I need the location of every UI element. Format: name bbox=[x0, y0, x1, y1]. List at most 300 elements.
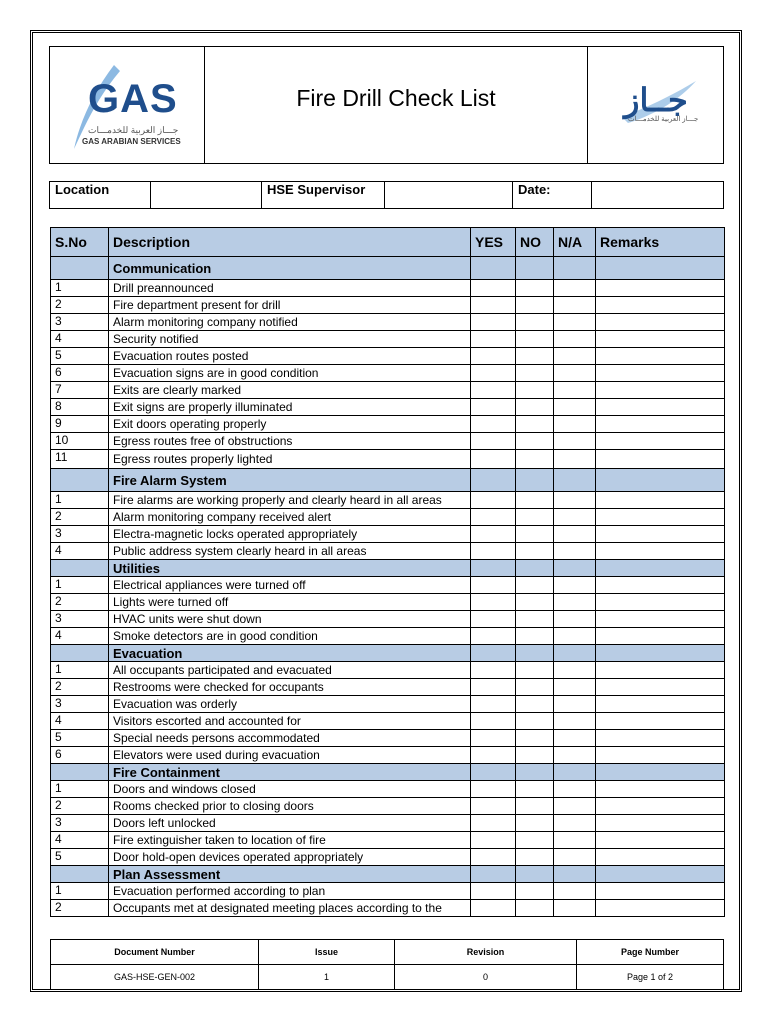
na-cell[interactable] bbox=[554, 883, 596, 900]
checklist-row bbox=[51, 815, 725, 832]
item-number: 2 bbox=[51, 798, 109, 815]
yes-cell[interactable] bbox=[471, 798, 516, 815]
section-header-row bbox=[51, 257, 725, 280]
remarks-cell[interactable] bbox=[596, 543, 725, 560]
remarks-cell[interactable] bbox=[596, 280, 725, 297]
section-header-cell bbox=[51, 469, 109, 492]
na-cell[interactable] bbox=[554, 594, 596, 611]
yes-cell[interactable] bbox=[471, 492, 516, 509]
checklist-table bbox=[50, 227, 725, 917]
checklist-row bbox=[51, 883, 725, 900]
section-header-cell bbox=[596, 469, 725, 492]
item-number: 4 bbox=[51, 628, 109, 645]
remarks-cell[interactable] bbox=[596, 365, 725, 382]
item-description: Elevators were used during evacuation bbox=[109, 747, 471, 764]
yes-cell[interactable] bbox=[471, 526, 516, 543]
logo-english-text: GAS ARABIAN SERVICES bbox=[82, 137, 181, 146]
checklist-row bbox=[51, 594, 725, 611]
na-cell[interactable] bbox=[554, 747, 596, 764]
item-number: 1 bbox=[51, 781, 109, 798]
no-cell[interactable] bbox=[516, 365, 554, 382]
no-cell[interactable] bbox=[516, 798, 554, 815]
yes-cell[interactable] bbox=[471, 781, 516, 798]
na-cell[interactable] bbox=[554, 577, 596, 594]
checklist-row bbox=[51, 628, 725, 645]
checklist-row bbox=[51, 713, 725, 730]
section-header-row bbox=[51, 866, 725, 883]
page-number-value: Page 1 of 2 bbox=[577, 965, 724, 990]
section-header-cell bbox=[596, 764, 725, 781]
logo-word-arabic: جــاز bbox=[624, 82, 688, 118]
no-cell[interactable] bbox=[516, 416, 554, 433]
remarks-cell[interactable] bbox=[596, 297, 725, 314]
checklist-row bbox=[51, 662, 725, 679]
item-number: 1 bbox=[51, 662, 109, 679]
supervisor-field[interactable] bbox=[385, 182, 513, 209]
na-cell[interactable] bbox=[554, 450, 596, 469]
yes-cell[interactable] bbox=[471, 280, 516, 297]
na-cell[interactable] bbox=[554, 900, 596, 917]
remarks-cell[interactable] bbox=[596, 611, 725, 628]
na-cell[interactable] bbox=[554, 297, 596, 314]
item-description: Exit signs are properly illuminated bbox=[109, 399, 471, 416]
checklist-row bbox=[51, 331, 725, 348]
remarks-cell[interactable] bbox=[596, 314, 725, 331]
no-cell[interactable] bbox=[516, 331, 554, 348]
remarks-cell[interactable] bbox=[596, 594, 725, 611]
remarks-cell[interactable] bbox=[596, 526, 725, 543]
na-cell[interactable] bbox=[554, 832, 596, 849]
item-description: Fire department present for drill bbox=[109, 297, 471, 314]
section-header-row bbox=[51, 560, 725, 577]
no-cell[interactable] bbox=[516, 492, 554, 509]
item-number: 10 bbox=[51, 433, 109, 450]
section-header-cell bbox=[51, 645, 109, 662]
remarks-cell[interactable] bbox=[596, 849, 725, 866]
item-number: 2 bbox=[51, 679, 109, 696]
revision-value: 0 bbox=[395, 965, 577, 990]
remarks-cell[interactable] bbox=[596, 348, 725, 365]
checklist-row bbox=[51, 416, 725, 433]
section-header-cell bbox=[51, 866, 109, 883]
checklist-row bbox=[51, 526, 725, 543]
item-number: 3 bbox=[51, 696, 109, 713]
yes-cell[interactable] bbox=[471, 365, 516, 382]
checklist-row bbox=[51, 577, 725, 594]
checklist-row bbox=[51, 611, 725, 628]
yes-cell[interactable] bbox=[471, 713, 516, 730]
na-cell[interactable] bbox=[554, 543, 596, 560]
section-header-cell bbox=[471, 866, 516, 883]
sno-header: S.No bbox=[51, 228, 109, 257]
item-number: 1 bbox=[51, 492, 109, 509]
info-table bbox=[49, 181, 724, 209]
description-header: Description bbox=[109, 228, 471, 257]
section-header-cell bbox=[51, 764, 109, 781]
item-description: Special needs persons accommodated bbox=[109, 730, 471, 747]
remarks-cell[interactable] bbox=[596, 798, 725, 815]
yes-cell[interactable] bbox=[471, 849, 516, 866]
na-header: N/A bbox=[554, 228, 596, 257]
doc-number-value: GAS-HSE-GEN-002 bbox=[51, 965, 259, 990]
section-header-row bbox=[51, 469, 725, 492]
checklist-row bbox=[51, 280, 725, 297]
item-description: Evacuation routes posted bbox=[109, 348, 471, 365]
no-cell[interactable] bbox=[516, 747, 554, 764]
remarks-cell[interactable] bbox=[596, 747, 725, 764]
checklist-row bbox=[51, 543, 725, 560]
item-description: Lights were turned off bbox=[109, 594, 471, 611]
checklist-row bbox=[51, 849, 725, 866]
na-cell[interactable] bbox=[554, 611, 596, 628]
section-header-cell bbox=[516, 560, 554, 577]
section-header-cell bbox=[51, 257, 109, 280]
page-title: Fire Drill Check List bbox=[296, 85, 496, 111]
checklist-row bbox=[51, 798, 725, 815]
section-header-cell bbox=[471, 560, 516, 577]
item-number: 11 bbox=[51, 450, 109, 469]
remarks-cell[interactable] bbox=[596, 883, 725, 900]
date-label: Date: bbox=[513, 182, 592, 209]
yes-cell[interactable] bbox=[471, 679, 516, 696]
no-cell[interactable] bbox=[516, 849, 554, 866]
section-header-cell bbox=[554, 764, 596, 781]
remarks-cell[interactable] bbox=[596, 399, 725, 416]
na-cell[interactable] bbox=[554, 628, 596, 645]
no-cell[interactable] bbox=[516, 883, 554, 900]
section-title: Evacuation bbox=[109, 645, 471, 662]
item-number: 3 bbox=[51, 611, 109, 628]
yes-cell[interactable] bbox=[471, 450, 516, 469]
item-number: 4 bbox=[51, 713, 109, 730]
item-number: 1 bbox=[51, 883, 109, 900]
section-title: Fire Alarm System bbox=[109, 469, 471, 492]
issue-label: Issue bbox=[259, 940, 395, 965]
yes-cell[interactable] bbox=[471, 509, 516, 526]
section-header-cell bbox=[516, 645, 554, 662]
item-number: 8 bbox=[51, 399, 109, 416]
item-description: Electrical appliances were turned off bbox=[109, 577, 471, 594]
section-header-cell bbox=[596, 645, 725, 662]
section-header-cell bbox=[554, 257, 596, 280]
yes-cell[interactable] bbox=[471, 696, 516, 713]
no-cell[interactable] bbox=[516, 900, 554, 917]
remarks-cell[interactable] bbox=[596, 832, 725, 849]
doc-number-label: Document Number bbox=[51, 940, 259, 965]
yes-cell[interactable] bbox=[471, 883, 516, 900]
no-cell[interactable] bbox=[516, 399, 554, 416]
document-footer bbox=[50, 939, 724, 990]
yes-cell[interactable] bbox=[471, 832, 516, 849]
no-cell[interactable] bbox=[516, 832, 554, 849]
remarks-cell[interactable] bbox=[596, 696, 725, 713]
yes-cell[interactable] bbox=[471, 331, 516, 348]
remarks-cell[interactable] bbox=[596, 382, 725, 399]
no-cell[interactable] bbox=[516, 696, 554, 713]
item-description: Doors and windows closed bbox=[109, 781, 471, 798]
remarks-cell[interactable] bbox=[596, 416, 725, 433]
remarks-cell[interactable] bbox=[596, 577, 725, 594]
section-header-row bbox=[51, 764, 725, 781]
item-description: All occupants participated and evacuated bbox=[109, 662, 471, 679]
na-cell[interactable] bbox=[554, 815, 596, 832]
item-number: 6 bbox=[51, 747, 109, 764]
checklist-row bbox=[51, 297, 725, 314]
section-header-cell bbox=[596, 560, 725, 577]
checklist-row bbox=[51, 696, 725, 713]
remarks-cell[interactable] bbox=[596, 331, 725, 348]
yes-cell[interactable] bbox=[471, 747, 516, 764]
date-field[interactable] bbox=[592, 182, 724, 209]
location-label: Location bbox=[50, 182, 151, 209]
checklist-row bbox=[51, 509, 725, 526]
no-cell[interactable] bbox=[516, 433, 554, 450]
yes-cell[interactable] bbox=[471, 611, 516, 628]
section-header-cell bbox=[516, 469, 554, 492]
no-header: NO bbox=[516, 228, 554, 257]
item-description: Exits are clearly marked bbox=[109, 382, 471, 399]
checklist-row bbox=[51, 832, 725, 849]
yes-cell[interactable] bbox=[471, 662, 516, 679]
section-header-cell bbox=[596, 257, 725, 280]
section-header-cell bbox=[516, 257, 554, 280]
item-description: Fire extinguisher taken to location of fire bbox=[109, 832, 471, 849]
yes-cell[interactable] bbox=[471, 577, 516, 594]
na-cell[interactable] bbox=[554, 781, 596, 798]
section-header-row bbox=[51, 645, 725, 662]
na-cell[interactable] bbox=[554, 509, 596, 526]
item-description: Rooms checked prior to closing doors bbox=[109, 798, 471, 815]
logo-arabic-subtext: جـــاز العربية للخدمـــات bbox=[628, 116, 699, 123]
no-cell[interactable] bbox=[516, 280, 554, 297]
item-number: 5 bbox=[51, 730, 109, 747]
item-description: Drill preannounced bbox=[109, 280, 471, 297]
item-number: 4 bbox=[51, 543, 109, 560]
na-cell[interactable] bbox=[554, 526, 596, 543]
no-cell[interactable] bbox=[516, 450, 554, 469]
item-number: 3 bbox=[51, 314, 109, 331]
yes-cell[interactable] bbox=[471, 628, 516, 645]
item-description: Egress routes properly lighted bbox=[109, 450, 471, 469]
item-description: Smoke detectors are in good condition bbox=[109, 628, 471, 645]
checklist-row bbox=[51, 450, 725, 469]
no-cell[interactable] bbox=[516, 713, 554, 730]
item-description: Security notified bbox=[109, 331, 471, 348]
yes-cell[interactable] bbox=[471, 433, 516, 450]
item-number: 5 bbox=[51, 849, 109, 866]
section-title: Utilities bbox=[109, 560, 471, 577]
checklist-row bbox=[51, 348, 725, 365]
checklist-row bbox=[51, 900, 725, 917]
no-cell[interactable] bbox=[516, 815, 554, 832]
yes-cell[interactable] bbox=[471, 815, 516, 832]
na-cell[interactable] bbox=[554, 433, 596, 450]
na-cell[interactable] bbox=[554, 331, 596, 348]
item-description: Door hold-open devices operated appropriately bbox=[109, 849, 471, 866]
checklist-row bbox=[51, 314, 725, 331]
item-number: 3 bbox=[51, 815, 109, 832]
no-cell[interactable] bbox=[516, 662, 554, 679]
page-number-label: Page Number bbox=[577, 940, 724, 965]
item-number: 9 bbox=[51, 416, 109, 433]
na-cell[interactable] bbox=[554, 382, 596, 399]
logo-arabic-text: جـــاز العربية للخدمـــات bbox=[88, 125, 179, 135]
remarks-cell[interactable] bbox=[596, 492, 725, 509]
na-cell[interactable] bbox=[554, 679, 596, 696]
issue-value: 1 bbox=[259, 965, 395, 990]
item-description: Evacuation was orderly bbox=[109, 696, 471, 713]
yes-cell[interactable] bbox=[471, 314, 516, 331]
section-header-cell bbox=[516, 866, 554, 883]
yes-cell[interactable] bbox=[471, 416, 516, 433]
remarks-cell[interactable] bbox=[596, 662, 725, 679]
yes-cell[interactable] bbox=[471, 297, 516, 314]
section-header-cell bbox=[554, 645, 596, 662]
remarks-cell[interactable] bbox=[596, 781, 725, 798]
remarks-cell[interactable] bbox=[596, 509, 725, 526]
remarks-cell[interactable] bbox=[596, 679, 725, 696]
revision-label: Revision bbox=[395, 940, 577, 965]
remarks-cell[interactable] bbox=[596, 433, 725, 450]
checklist-row bbox=[51, 399, 725, 416]
no-cell[interactable] bbox=[516, 628, 554, 645]
remarks-cell[interactable] bbox=[596, 628, 725, 645]
remarks-header: Remarks bbox=[596, 228, 725, 257]
checklist-row bbox=[51, 433, 725, 450]
item-description: Evacuation performed according to plan bbox=[109, 883, 471, 900]
section-header-cell bbox=[471, 257, 516, 280]
item-number: 6 bbox=[51, 365, 109, 382]
item-number: 7 bbox=[51, 382, 109, 399]
yes-cell[interactable] bbox=[471, 543, 516, 560]
remarks-cell[interactable] bbox=[596, 713, 725, 730]
document-header bbox=[49, 46, 724, 164]
item-description: Fire alarms are working properly and clearly heard in all areas bbox=[109, 492, 471, 509]
section-title: Plan Assessment bbox=[109, 866, 471, 883]
no-cell[interactable] bbox=[516, 594, 554, 611]
item-number: 2 bbox=[51, 900, 109, 917]
section-header-cell bbox=[554, 469, 596, 492]
na-cell[interactable] bbox=[554, 849, 596, 866]
section-header-cell bbox=[51, 560, 109, 577]
na-cell[interactable] bbox=[554, 416, 596, 433]
no-cell[interactable] bbox=[516, 297, 554, 314]
no-cell[interactable] bbox=[516, 509, 554, 526]
section-header-cell bbox=[471, 469, 516, 492]
item-description: Doors left unlocked bbox=[109, 815, 471, 832]
yes-cell[interactable] bbox=[471, 730, 516, 747]
jaz-logo bbox=[588, 47, 725, 163]
no-cell[interactable] bbox=[516, 577, 554, 594]
na-cell[interactable] bbox=[554, 280, 596, 297]
yes-cell[interactable] bbox=[471, 399, 516, 416]
item-description: Alarm monitoring company notified bbox=[109, 314, 471, 331]
no-cell[interactable] bbox=[516, 611, 554, 628]
item-description: Electra-magnetic locks operated appropriately bbox=[109, 526, 471, 543]
item-number: 2 bbox=[51, 297, 109, 314]
no-cell[interactable] bbox=[516, 348, 554, 365]
section-header-cell bbox=[471, 645, 516, 662]
checklist-row bbox=[51, 492, 725, 509]
checklist-row bbox=[51, 730, 725, 747]
item-number: 1 bbox=[51, 280, 109, 297]
item-description: Occupants met at designated meeting places according to the bbox=[109, 900, 471, 917]
na-cell[interactable] bbox=[554, 662, 596, 679]
no-cell[interactable] bbox=[516, 382, 554, 399]
yes-cell[interactable] bbox=[471, 348, 516, 365]
item-description: Restrooms were checked for occupants bbox=[109, 679, 471, 696]
location-field[interactable] bbox=[151, 182, 262, 209]
item-number: 1 bbox=[51, 577, 109, 594]
section-header-cell bbox=[554, 560, 596, 577]
item-number: 4 bbox=[51, 832, 109, 849]
no-cell[interactable] bbox=[516, 781, 554, 798]
section-header-cell bbox=[554, 866, 596, 883]
remarks-cell[interactable] bbox=[596, 450, 725, 469]
no-cell[interactable] bbox=[516, 679, 554, 696]
checklist-row bbox=[51, 382, 725, 399]
logo-word: GAS bbox=[88, 77, 178, 121]
section-title: Fire Containment bbox=[109, 764, 471, 781]
item-description: Public address system clearly heard in all areas bbox=[109, 543, 471, 560]
remarks-cell[interactable] bbox=[596, 730, 725, 747]
item-number: 2 bbox=[51, 509, 109, 526]
na-cell[interactable] bbox=[554, 365, 596, 382]
column-header-row bbox=[51, 228, 725, 257]
item-number: 3 bbox=[51, 526, 109, 543]
remarks-cell[interactable] bbox=[596, 815, 725, 832]
item-number: 5 bbox=[51, 348, 109, 365]
no-cell[interactable] bbox=[516, 526, 554, 543]
supervisor-label: HSE Supervisor bbox=[262, 182, 385, 209]
na-cell[interactable] bbox=[554, 492, 596, 509]
item-description: Evacuation signs are in good condition bbox=[109, 365, 471, 382]
checklist-row bbox=[51, 365, 725, 382]
na-cell[interactable] bbox=[554, 348, 596, 365]
section-header-cell bbox=[596, 866, 725, 883]
gas-logo bbox=[50, 47, 205, 163]
no-cell[interactable] bbox=[516, 314, 554, 331]
na-cell[interactable] bbox=[554, 399, 596, 416]
section-header-cell bbox=[471, 764, 516, 781]
section-header-cell bbox=[516, 764, 554, 781]
item-description: Egress routes free of obstructions bbox=[109, 433, 471, 450]
na-cell[interactable] bbox=[554, 314, 596, 331]
item-description: Visitors escorted and accounted for bbox=[109, 713, 471, 730]
item-number: 2 bbox=[51, 594, 109, 611]
item-number: 4 bbox=[51, 331, 109, 348]
remarks-cell[interactable] bbox=[596, 900, 725, 917]
yes-cell[interactable] bbox=[471, 900, 516, 917]
checklist-row bbox=[51, 747, 725, 764]
item-description: HVAC units were shut down bbox=[109, 611, 471, 628]
no-cell[interactable] bbox=[516, 730, 554, 747]
yes-header: YES bbox=[471, 228, 516, 257]
section-title: Communication bbox=[109, 257, 471, 280]
yes-cell[interactable] bbox=[471, 594, 516, 611]
yes-cell[interactable] bbox=[471, 382, 516, 399]
na-cell[interactable] bbox=[554, 696, 596, 713]
na-cell[interactable] bbox=[554, 798, 596, 815]
no-cell[interactable] bbox=[516, 543, 554, 560]
item-description: Alarm monitoring company received alert bbox=[109, 509, 471, 526]
checklist-row bbox=[51, 679, 725, 696]
na-cell[interactable] bbox=[554, 713, 596, 730]
title-cell bbox=[205, 47, 588, 163]
checklist-row bbox=[51, 781, 725, 798]
na-cell[interactable] bbox=[554, 730, 596, 747]
item-description: Exit doors operating properly bbox=[109, 416, 471, 433]
